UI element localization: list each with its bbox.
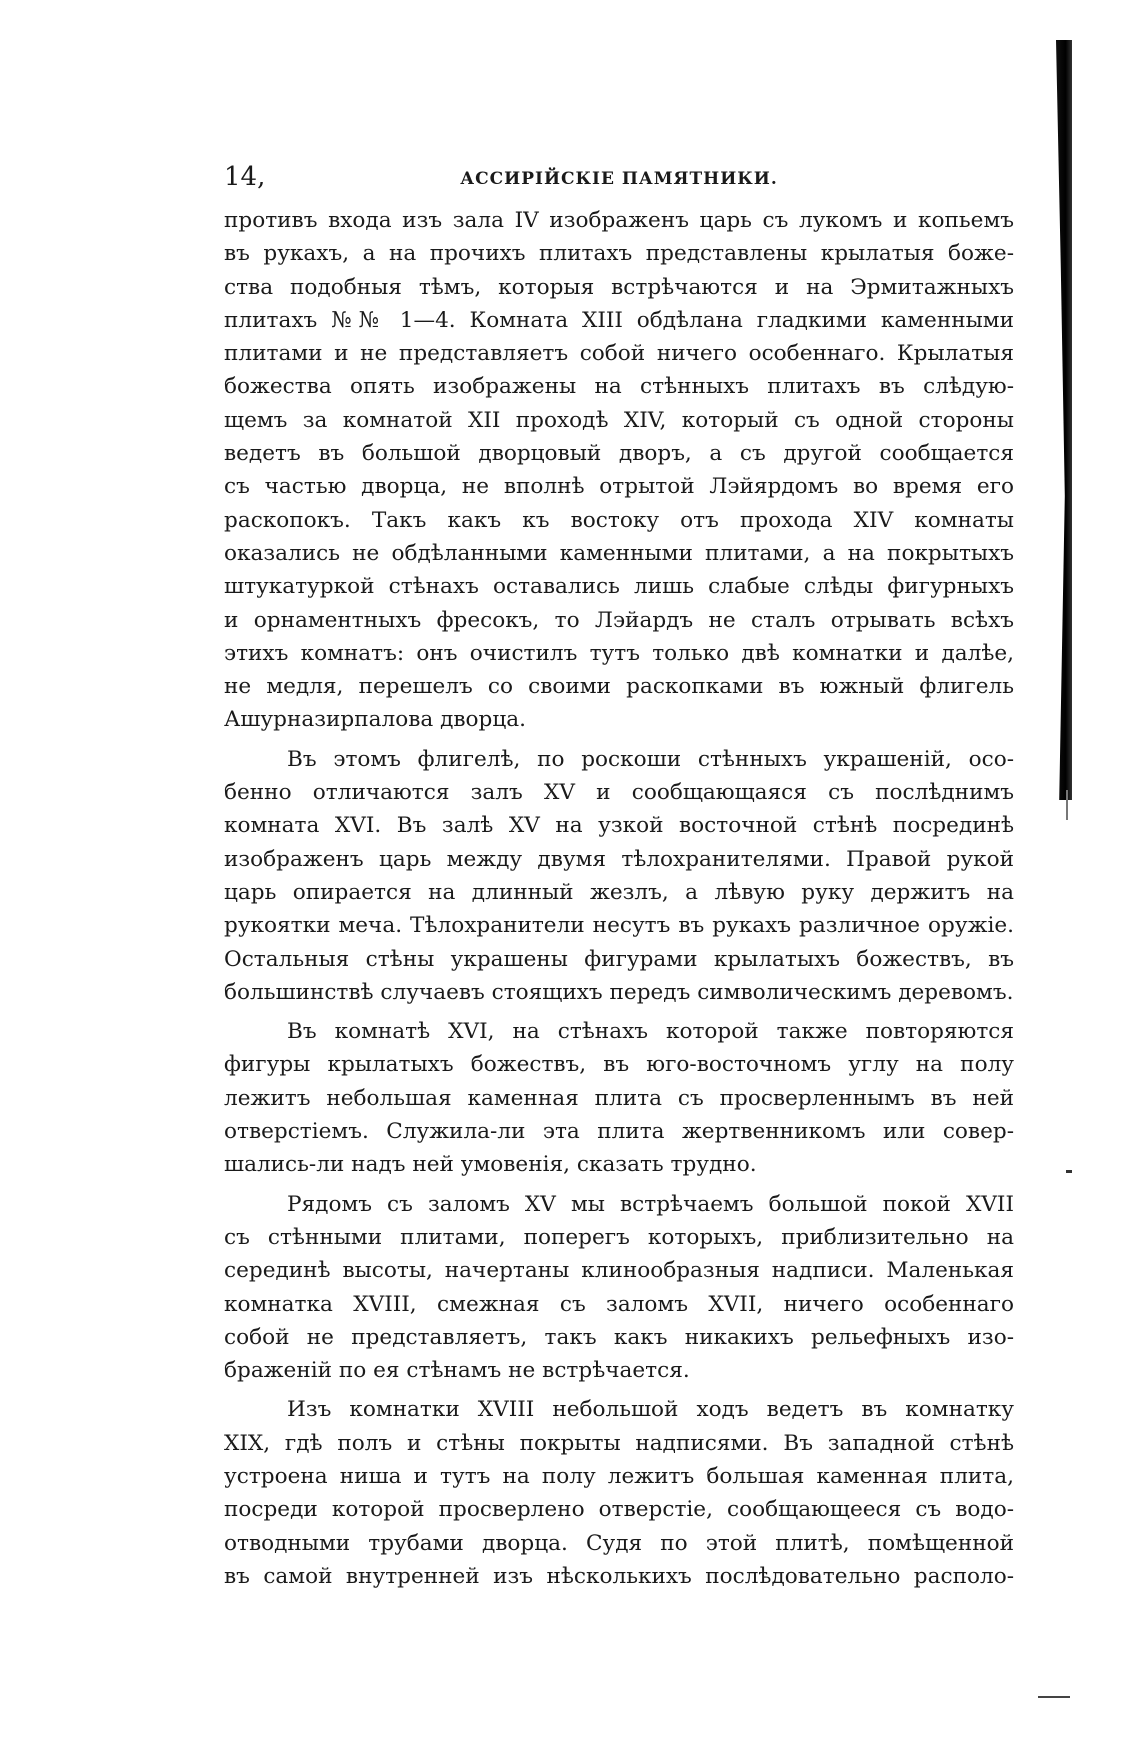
bottom-corner-mark (1038, 1696, 1070, 1698)
text-line: царь опирается на длинный жезлъ, а лѣвую руку держитъ на (224, 879, 1014, 905)
text-line: фигуры крылатыхъ божествъ, въ юго-восточномъ углу на полу (224, 1052, 1014, 1078)
text-line: лежитъ небольшая каменная плита съ просверленнымъ въ ней (224, 1085, 1014, 1111)
text-line: рукоятки меча. Тѣлохранители несутъ въ рукахъ различное оружіе. (224, 913, 1014, 939)
paragraph (224, 1015, 1014, 1181)
text-line: XIX, гдѣ полъ и стѣны покрыты надписями. Въ западной стѣнѣ (224, 1430, 1014, 1456)
text-line: плитахъ №№ 1—4. Комната XIII обдѣлана гладкими каменными (224, 307, 1014, 333)
body-text (224, 204, 1014, 1593)
page-number: 14, (224, 162, 266, 192)
text-line: не медля, перешелъ со своими раскопками въ южный флигель (224, 674, 1014, 700)
text-line: раскопокъ. Такъ какъ къ востоку отъ прохода XIV комнаты (224, 507, 1014, 533)
text-line: большинствѣ случаевъ стоящихъ передъ символическимъ деревомъ. (224, 979, 1014, 1005)
text-line: изображенъ царь между двумя тѣлохранителями. Правой рукой (224, 846, 1014, 872)
text-line: бенно отличаются залъ XV и сообщающаяся съ послѣднимъ (224, 780, 1014, 806)
text-line: серединѣ высоты, начертаны клинообразныя надписи. Маленькая (224, 1258, 1014, 1284)
running-title: АССИРІЙСКІЕ ПАМЯТНИКИ. (460, 169, 778, 189)
text-line: съ стѣнными плитами, поперегъ которыхъ, приблизительно на (224, 1224, 1014, 1250)
text-line: комната XVI. Въ залѣ XV на узкой восточной стѣнѣ посрединѣ (224, 813, 1014, 839)
text-line: посреди которой просверлено отверстіе, сообщающееся съ водо- (224, 1497, 1014, 1523)
scan-edge-shadow (1056, 40, 1072, 800)
text-line: этихъ комнатъ: онъ очистилъ тутъ только двѣ комнатки и далѣе, (224, 640, 1014, 666)
text-line: Въ этомъ флигелѣ, по роскоши стѣнныхъ украшеній, осо- (287, 746, 1014, 772)
text-line: божества опять изображены на стѣнныхъ плитахъ въ слѣдую- (224, 374, 1014, 400)
text-line: въ рукахъ, а на прочихъ плитахъ представлены крылатыя боже- (224, 241, 1014, 267)
text-line: съ частью дворца, не вполнѣ отрытой Лэйярдомъ во время его (224, 474, 1014, 500)
text-line: ства подобныя тѣмъ, которыя встрѣчаются и на Эрмитажныхъ (224, 274, 1014, 300)
text-line: Ашурназирпалова дворца. (224, 707, 526, 733)
text-line: въ самой внутренней изъ нѣсколькихъ послѣдовательно располо- (224, 1563, 1014, 1589)
page-header (224, 162, 1014, 192)
text-line: и орнаментныхъ фресокъ, то Лэйардъ не сталъ отрывать всѣхъ (224, 607, 1014, 633)
text-line: устроена ниша и тутъ на полу лежитъ большая каменная плита, (224, 1463, 1014, 1489)
text-line: штукатуркой стѣнахъ оставались лишь слабые слѣды фигурныхъ (224, 574, 1014, 600)
paragraph (224, 204, 1014, 737)
text-line: Въ комнатѣ XVI, на стѣнахъ которой также повторяются (287, 1019, 1014, 1045)
text-line: плитами и не представляетъ собой ничего особеннаго. Крылатыя (224, 341, 1014, 367)
text-line: отводными трубами дворца. Судя по этой плитѣ, помѣщенной (224, 1530, 1014, 1556)
margin-dash-mark (1066, 1170, 1072, 1173)
text-line: комнатка XVIII, смежная съ заломъ XVII, ничего особеннаго (224, 1291, 1014, 1317)
text-line: оказались не обдѣланными каменными плитами, а на покрытыхъ (224, 540, 1014, 566)
text-line: Изъ комнатки XVIII небольшой ходъ ведетъ въ комнатку (287, 1397, 1014, 1423)
paragraph (224, 743, 1014, 1009)
paragraph (224, 1393, 1014, 1593)
text-line: шались-ли надъ ней умовенія, сказать трудно. (224, 1152, 757, 1178)
text-line: Остальныя стѣны украшены фигурами крылатыхъ божествъ, въ (224, 946, 1014, 972)
paragraph (224, 1188, 1014, 1388)
text-line: ведетъ въ большой дворцовый дворъ, а съ другой сообщается (224, 441, 1014, 467)
text-line: браженій по ея стѣнамъ не встрѣчается. (224, 1358, 690, 1384)
text-line: отверстіемъ. Служила-ли эта плита жертвенникомъ или совер- (224, 1119, 1014, 1145)
text-line: щемъ за комнатой XII проходѣ XIV, который съ одной стороны (224, 407, 1014, 433)
text-line: противъ входа изъ зала IV изображенъ царь съ лукомъ и копьемъ (224, 208, 1014, 233)
text-line: собой не представляетъ, такъ какъ никакихъ рельефныхъ изо- (224, 1324, 1014, 1350)
scan-edge-mark (1066, 790, 1068, 820)
text-line: Рядомъ съ заломъ XV мы встрѣчаемъ большой покой XVII (287, 1191, 1014, 1217)
